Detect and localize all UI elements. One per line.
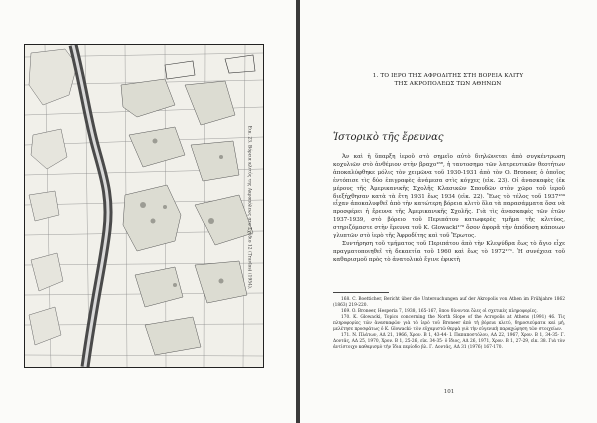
site-plan-drawing <box>25 45 263 367</box>
body-text <box>333 154 565 265</box>
footnote: 168. C. Boetticher, Bericht über die Untersuchungen auf der Akropolis von Athen im Frühjahre 1862 (1863) 219-220. <box>333 297 565 308</box>
figure-caption: Εικ. 23. Βόρεια κλιτύς της Ακροπόλεως στο Σχέδιο 12 (Travlos) (1954). <box>246 125 252 290</box>
body-paragraph: Ἀν καὶ ἡ ὕπαρξη ἱεροῦ στὸ σημεῖο αὐτὸ διηλῶνεται ἀπὸ συγκέντρωση κοχυλιῶν στὸ ἀνθέμιον στὴν βραχο¹⁶⁸, ἡ ταυτοσημο τῶν λατρευτικῶν θεοτήτων ἀποκαλύφθηκε μόλις τὸν χειμῶνα τοῦ 1930-1931 ἀπὸ τὸν O. Broneer, ὁ ὁποῖος ἐντόπισε τὶς δύο ἐπιγραφὲς ἀνάμεσα στὶς κόγχες (εἰκ. 23). Οἱ ἀνασκαφὲς (ἐκ μέρους τῆς Ἀμερικανικῆς Σχολῆς Κλασικῶν Σπουδῶν στὸν χῶρο τοῦ ἱεροῦ διεξήχθησαν κατὰ τὰ ἔτη 1931 ἕως 1934 (εἰκ. 22). Ἕως τὸ τέλος τοῦ 1937¹⁶⁹ εἶχαν ἀποκαλυφθεῖ ἀπὸ τὴν κατώτερη βόρεια κλιτὺ ὅλα τὰ παρασάμματα ὅσα νὰ προσφέρει ἡ ἔρευνα τῆς Ἀμερικανικῆς Σχολῆς. Γιὰ τὶς ἀνασκαφὲς τῶν ἐτῶν 1937-1939, στὸ βόρειο τοῦ Περιπάτου κατωφερὲς τμῆμα τῆς κλιτύος, στηριζόμαστε στὴν ἔρευνα τοῦ K. Glowacki¹⁷⁰ ὅσον ἀφορᾶ τὴν ἀπόδοση κάποιων γλυπτῶν στὸ ἱερὸ τῆς Ἀφροδίτης καὶ τοῦ Ἔρωτος. <box>333 154 565 240</box>
footnote: 170. K. Glowacki, Topics concerning the North Slope of the Acropolis at Athens (1991) 46. Τὶς πληροφορίες τῶν ἀνασκαφῶν γιὰ τὸ ἱερὸ τοῦ Broneer ἀπὸ τὴ βόρεια κλιτύ, δημοσιεύματα καὶ μή, μελέτησε προσφάτως ὁ K. Glowacki· τὸν εὐχαριστῶ θερμὰ γιὰ τὴν εὐγενικὴ παραχώρηση τῶν στοιχείων. <box>333 315 565 332</box>
footnote: 171. N. Πλάτων, ΑΔ 21, 1966, Χρον. Β 1, 43-44· I. Παπαποστόλου, ΑΔ 22, 1967, Χρον. Β 1, 34-35· Γ. Δοντᾶς, ΑΔ 25, 1970, Χρον. Β 1, 25-26, εἰκ. 34-35· ὁ ἴδιος, ΑΔ 26, 1971, Χρον. Β 1, 27-29, εἰκ. 38. Γιὰ τὸν ἀντίστοιχο καθαρισμὸ τὴν ἴδια περίοδο βλ. Γ. Δοντᾶς, ΑΔ 31 (1976) 167-170. <box>333 333 565 350</box>
page-number: 101 <box>443 389 455 395</box>
chapter-heading-line2: ΤΗΣ ΑΚΡΟΠΟΛΕΩΣ ΤΩΝ ΑΘΗΝΩΝ <box>394 81 502 87</box>
chapter-heading-line1: 1. ΤΟ ΙΕΡΟ ΤΗΣ ΑΦΡΟΔΙΤΗΣ ΣΤΗ ΒΟΡΕΙΑ ΚΛΙΤΥ <box>372 73 524 79</box>
site-plan-figure <box>24 44 264 368</box>
section-subheading: Ἱστορικὸ τῆς ἔρευνας <box>333 132 444 143</box>
footnote: 169. O. Broneer, Hesperia 7, 1938, 165-167, ὅπου δίνονται ὅλες οἱ σχετικὲς πληροφορίες. <box>341 309 538 314</box>
footnotes <box>333 297 565 351</box>
left-page <box>0 0 296 423</box>
body-paragraph: Συντήρηση τοῦ τμήματος τοῦ Περιπάτου ἀπὸ τὴν Κλεψύδρα ἕως τὸ ἄγιο εἶχε πραγματοποιηθεῖ τὴ δεκαετία τοῦ 1960 καὶ ἕως τὸ 1972¹⁷¹. Ἡ συνέχεια τοῦ καθαρισμοῦ πρὸς τὸ ἀνατολικὸ ἔγινε ἐφικτὴ <box>333 240 565 263</box>
footnote-rule <box>333 292 389 293</box>
